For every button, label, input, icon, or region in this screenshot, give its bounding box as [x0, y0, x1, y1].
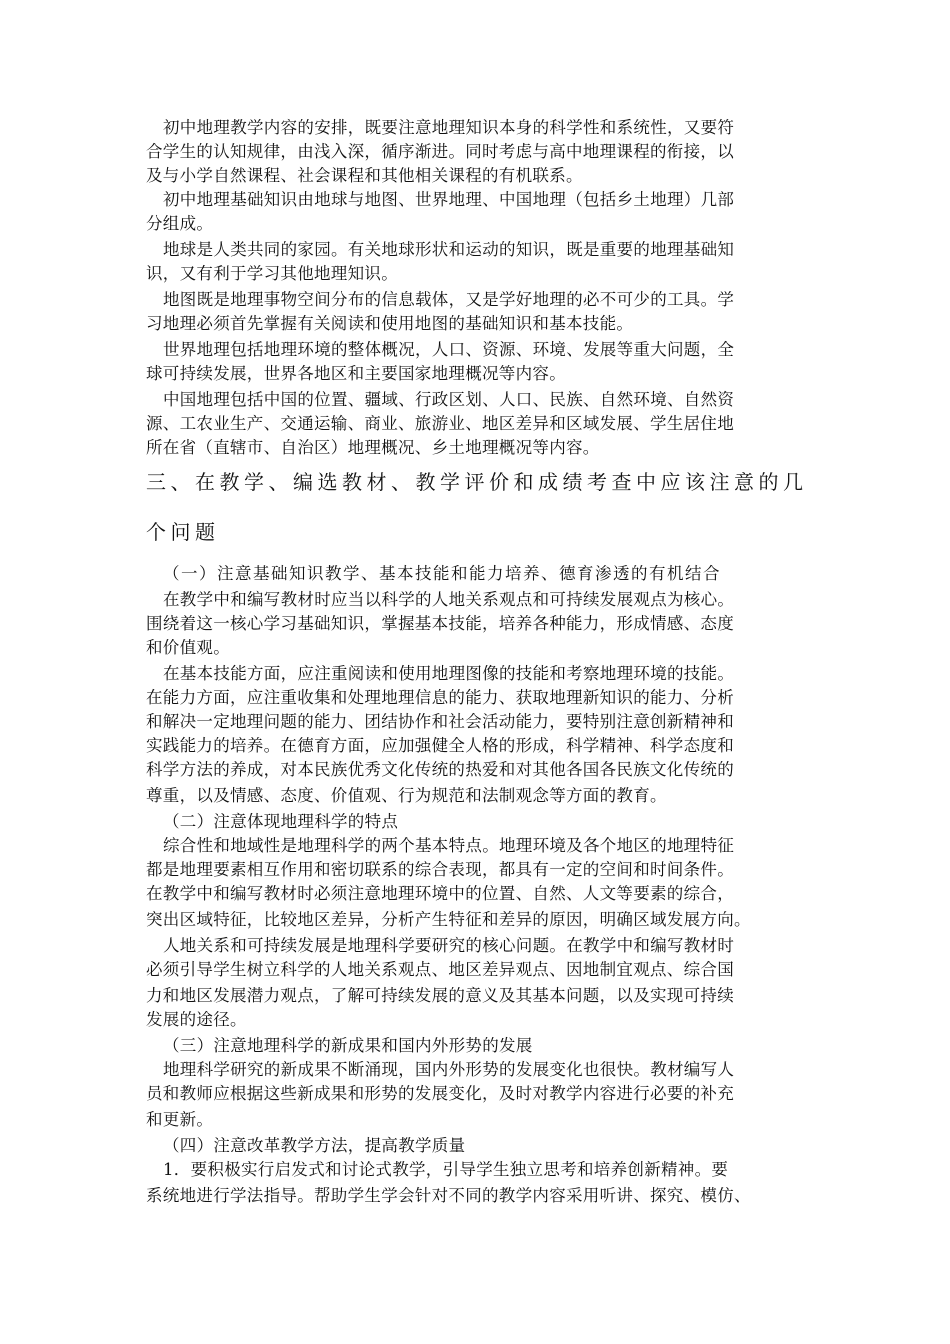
text-line: 源、工农业生产、交通运输、商业、旅游业、地区差异和区域发展、学生居住地: [146, 414, 734, 433]
text-line: 和更新。: [146, 1110, 214, 1129]
text-line: 围绕着这一核心学习基础知识，掌握基本技能，培养各种能力，形成情感、态度: [146, 614, 734, 633]
text-line: 员和教师应根据这些新成果和形势的发展变化，及时对教学内容进行必要的补充: [146, 1084, 734, 1103]
text-line: 科学方法的养成，对本民族优秀文化传统的热爱和对其他各国各民族文化传统的: [146, 760, 734, 779]
text-line: 初中地理教学内容的安排，既要注意地理知识本身的科学性和系统性，又要符: [163, 118, 735, 137]
text-line: 世界地理包括地理环境的整体概况，人口、资源、环境、发展等重大问题，全: [163, 340, 735, 359]
text-line: 球可持续发展，世界各地区和主要国家地理概况等内容。: [146, 364, 566, 383]
text-line: 合学生的认知规律，由浅入深，循序渐进。同时考虑与高中地理课程的衔接，以: [146, 142, 734, 161]
subsection-heading: （二）注意体现地理科学的特点: [163, 812, 399, 831]
text-line: 在能力方面，应注重收集和处理地理信息的能力、获取地理新知识的能力、分析: [146, 688, 734, 707]
text-line: 及与小学自然课程、社会课程和其他相关课程的有机联系。: [146, 166, 583, 185]
text-line: 力和地区发展潜力观点，了解可持续发展的意义及其基本问题，以及实现可持续: [146, 986, 734, 1005]
text-line: 尊重，以及情感、态度、价值观、行为规范和法制观念等方面的教育。: [146, 786, 667, 805]
subsection-heading: （四）注意改革教学方法，提高教学质量: [163, 1136, 466, 1155]
section-heading: 个问题: [146, 520, 220, 544]
text-line: 在教学中和编写教材时应当以科学的人地关系观点和可持续发展观点为核心。: [163, 590, 735, 609]
text-line: 和价值观。: [146, 638, 230, 657]
text-line: 在基本技能方面，应注重阅读和使用地理图像的技能和考察地理环境的技能。: [163, 664, 735, 683]
text-line: 实践能力的培养。在德育方面，应加强健全人格的形成，科学精神、科学态度和: [146, 736, 734, 755]
text-line: 1．要积极实行启发式和讨论式教学，引导学生独立思考和培养创新精神。要: [163, 1160, 729, 1179]
text-line: 地图既是地理事物空间分布的信息载体，又是学好地理的必不可少的工具。学: [163, 290, 735, 309]
text-line: 突出区域特征，比较地区差异，分析产生特征和差异的原因，明确区域发展方向。: [146, 910, 751, 929]
text-line: 地球是人类共同的家园。有关地球形状和运动的知识，既是重要的地理基础知: [163, 240, 735, 259]
subsection-heading: （三）注意地理科学的新成果和国内外形势的发展: [163, 1036, 533, 1055]
text-line: 都是地理要素相互作用和密切联系的综合表现，都具有一定的空间和时间条件。: [146, 860, 734, 879]
text-line: 在教学中和编写教材时必须注意地理环境中的位置、自然、人文等要素的综合，: [146, 884, 734, 903]
text-line: 习地理必须首先掌握有关阅读和使用地图的基础知识和基本技能。: [146, 314, 634, 333]
text-line: 系统地进行学法指导。帮助学生学会针对不同的教学内容采用听讲、探究、模仿、: [146, 1186, 751, 1205]
text-line: 综合性和地域性是地理科学的两个基本特点。地理环境及各个地区的地理特征: [163, 836, 735, 855]
text-line: 初中地理基础知识由地球与地图、世界地理、中国地理（包括乡土地理）几部: [163, 190, 735, 209]
text-line: 必须引导学生树立科学的人地关系观点、地区差异观点、因地制宜观点、综合国: [146, 960, 734, 979]
text-line: 地理科学研究的新成果不断涌现，国内外形势的发展变化也很快。教材编写人: [163, 1060, 735, 1079]
subsection-heading: （一）注意基础知识教学、基本技能和能力培养、德育渗透的有机结合: [163, 564, 721, 583]
text-line: 分组成。: [146, 214, 214, 233]
section-heading: 三、在教学、编选教材、教学评价和成绩考查中应该注意的几: [146, 470, 808, 494]
text-line: 发展的途径。: [146, 1010, 247, 1029]
text-line: 中国地理包括中国的位置、疆域、行政区划、人口、民族、自然环境、自然资: [163, 390, 735, 409]
text-line: 人地关系和可持续发展是地理科学要研究的核心问题。在教学中和编写教材时: [163, 936, 735, 955]
text-line: 识，又有利于学习其他地理知识。: [146, 264, 398, 283]
text-line: 和解决一定地理问题的能力、团结协作和社会活动能力，要特别注意创新精神和: [146, 712, 734, 731]
text-line: 所在省（直辖市、自治区）地理概况、乡土地理概况等内容。: [146, 438, 600, 457]
